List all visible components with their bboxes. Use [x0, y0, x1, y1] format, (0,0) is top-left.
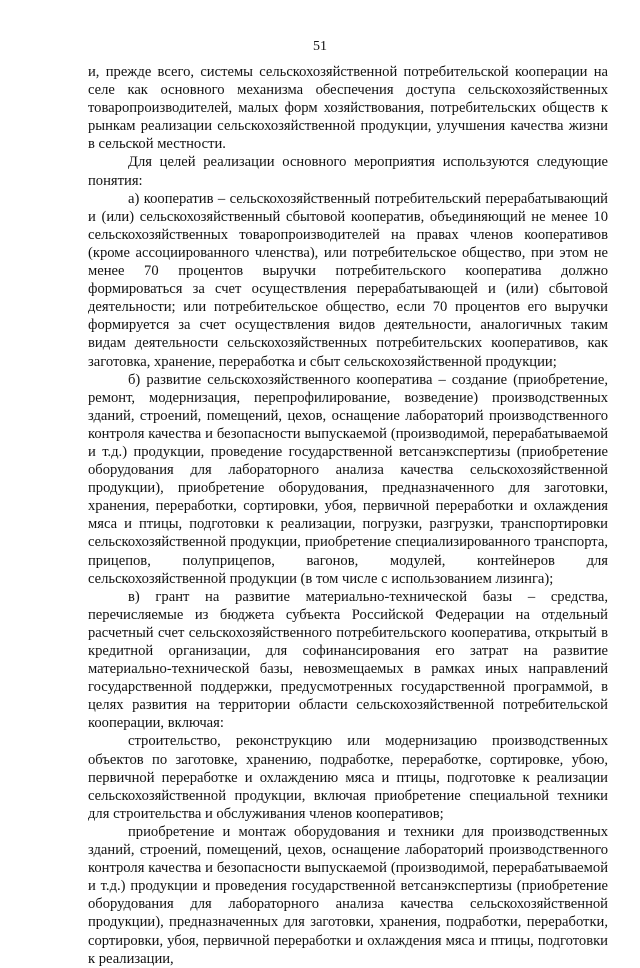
document-body: [88, 63, 608, 968]
paragraph-construction: строительство, реконструкцию или модернизацию производственных объектов по заготовке, хранению, подработке, переработке, сортировке, убою, первичной переработке и охлаждению мяса и птицы, подготовке к реализации сельскохозяйственной продукции, включая приобретение специальной техники для строительства и обслуживания членов кооперативов;: [88, 733, 608, 822]
paragraph-definition-v: в) грант на развитие материально-технической базы – средства, перечисляемые из бюджета субъекта Российской Федерации на отдельный расчетный счет сельскохозяйственного потребительского кооператива, открытый в кредитной организации, для софинансирования его затрат на развитие материально-технической базы, невозмещаемых в рамках иных направлений государственной поддержки, предусмотренных государственной программой, в целях развития на территории области сельскохозяйственной потребительской кооперации, включая:: [88, 588, 608, 732]
paragraph-definition-b: б) развитие сельскохозяйственного кооператива – создание (приобретение, ремонт, модернизация, перепрофилирование, возведение) производственных зданий, строений, помещений, цехов, оснащение лабораторий производственного контроля качества и безопасности выпускаемой (производимой, перерабатываемой и т.д.) продукции, проведение государственной ветсанэкспертизы (приобретение оборудования для лабораторного анализа качества сельскохозяйственной продукции), приобретение оборудования, предназначенного для заготовки, хранения, переработки, сортировки, убоя, первичной переработки и охлаждения мяса и птицы, подготовки к реализации, погрузки, разгрузки, транспортировки сельскохозяйственной продукции, приобретение специализированного транспорта, прицепов, полуприцепов, вагонов, модулей, контейнеров для сельскохозяйственной продукции (в том числе с использованием лизинга);: [88, 371, 608, 587]
paragraph-definitions-intro: Для целей реализации основного мероприятия используются следующие понятия:: [88, 154, 608, 189]
paragraph-equipment: приобретение и монтаж оборудования и техники для производственных зданий, строений, помещений, цехов, оснащение лабораторий производственного контроля качества и безопасности выпускаемой (производимой, перерабатываемой и т.д.) продукции и проведения государственной ветсанэкспертизы (приобретение оборудования для лабораторного анализа качества сельскохозяйственной продукции), предназначенных для заготовки, хранения, подработки, переработки, сортировки, убоя, первичной переработки и охлаждения мяса и птицы, подготовки к реализации,: [88, 823, 608, 967]
page-number: 51: [313, 39, 327, 54]
paragraph-continuation: и, прежде всего, системы сельскохозяйственной потребительской кооперации на селе как основного механизма обеспечения доступа сельскохозяйственных товаропроизводителей, малых форм хозяйствования, потребительских обществ к рынкам реализации сельскохозяйственной продукции, улучшения качества жизни в сельской местности.: [88, 64, 608, 153]
paragraph-definition-a: а) кооператив – сельскохозяйственный потребительский перерабатывающий и (или) сельскохозяйственный сбытовой кооператив, объединяющий не менее 10 сельскохозяйственных товаропроизводителей на правах членов кооперативов (кроме ассоциированного членства), или потребительское общество, при этом не менее 70 процентов выручки потребительского кооператива должно формироваться за счет осуществления перерабатывающей и (или) сбытовой деятельности; или потребительское общество, если 70 процентов его выручки формируется за счет осуществления видов деятельности, аналогичных таким видам деятельности сельскохозяйственных потребительских кооперативов, как заготовка, хранение, переработка и сбыт сельскохозяйственной продукции;: [88, 190, 608, 370]
